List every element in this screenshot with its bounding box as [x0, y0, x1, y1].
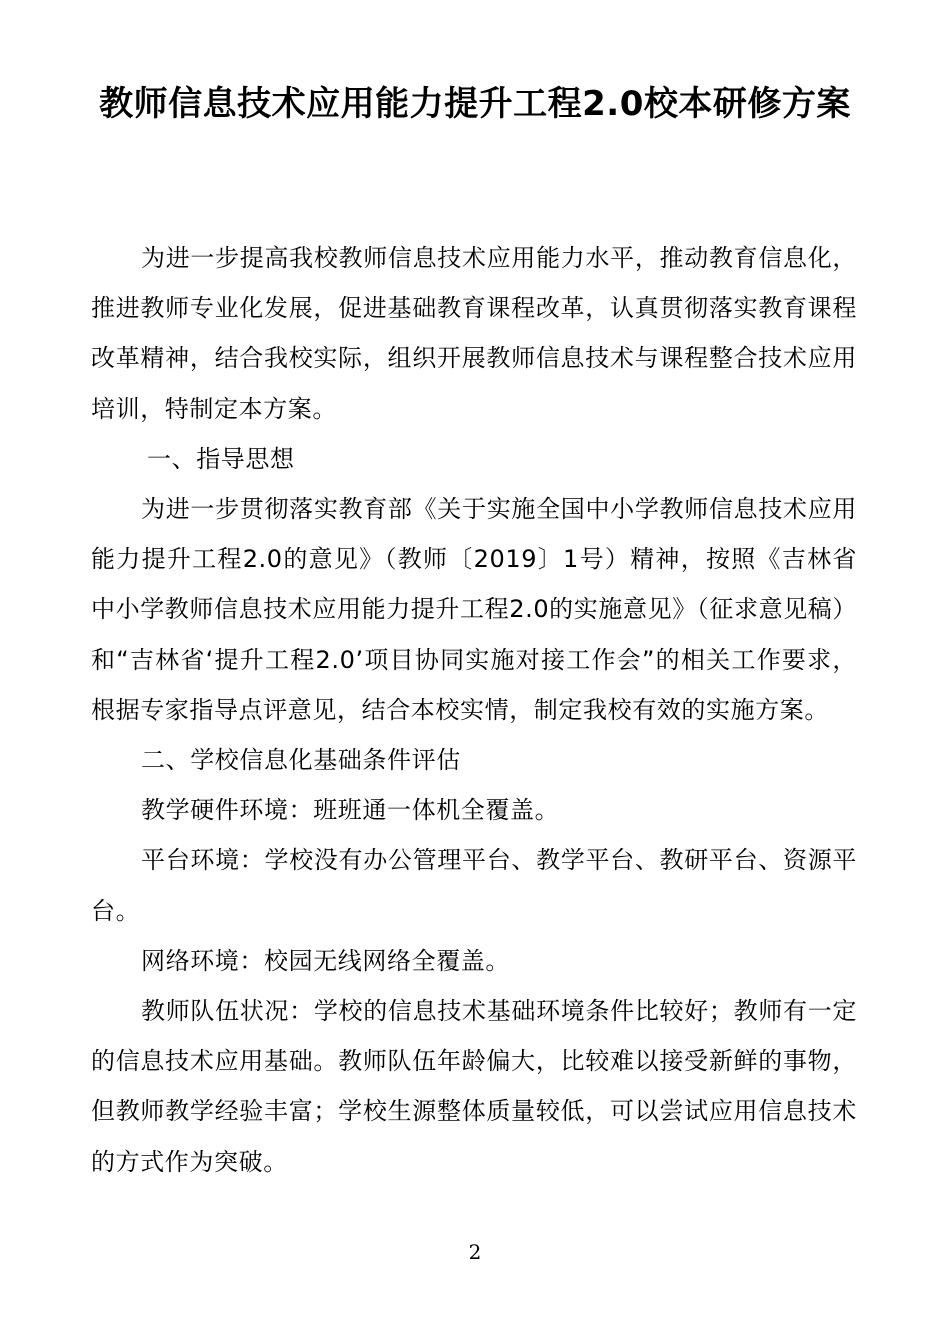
section-heading-guiding-ideology: 一、指导思想 — [147, 444, 295, 473]
network-environment-paragraph: 网络环境：校园无线网络全覆盖。 — [141, 946, 510, 975]
intro-paragraph: 为进一步提高我校教师信息技术应用能力水平，推动教育信息化，推进教师专业化发展，促进基础教育课程改革，认真贯彻落实教育课程改革精神，结合我校实际，组织开展教师信息技术与课程整合技术应用培训，特制定本方案。 — [91, 244, 857, 423]
document-body — [91, 233, 857, 1187]
section-heading-infrastructure-assessment: 二、学校信息化基础条件评估 — [141, 746, 461, 775]
document-title: 教师信息技术应用能力提升工程2.0校本研修方案 — [99, 84, 851, 124]
guiding-ideology-paragraph: 为进一步贯彻落实教育部《关于实施全国中小学教师信息技术应用能力提升工程2.0的意见》（教师〔2019〕1号）精神，按照《吉林省中小学教师信息技术应用能力提升工程2.0的实施意见》（征求意见稿）和“吉林省‘提升工程2.0’项目协同实施对接工作会”的相关工作要求，根据专家指导点评意见，结合本校实情，制定我校有效的实施方案。 — [91, 495, 857, 724]
teacher-team-paragraph: 教师队伍状况：学校的信息技术基础环境条件比较好；教师有一定的信息技术应用基础。教师队伍年龄偏大，比较难以接受新鲜的事物，但教师教学经验丰富；学校生源整体质量较低，可以尝试应用信息技术的方式作为突破。 — [91, 997, 857, 1176]
platform-environment-paragraph: 平台环境：学校没有办公管理平台、教学平台、教研平台、资源平台。 — [91, 846, 857, 925]
hardware-environment-paragraph: 教学硬件环境：班班通一体机全覆盖。 — [141, 796, 560, 825]
page-number: 2 — [468, 1240, 482, 1264]
